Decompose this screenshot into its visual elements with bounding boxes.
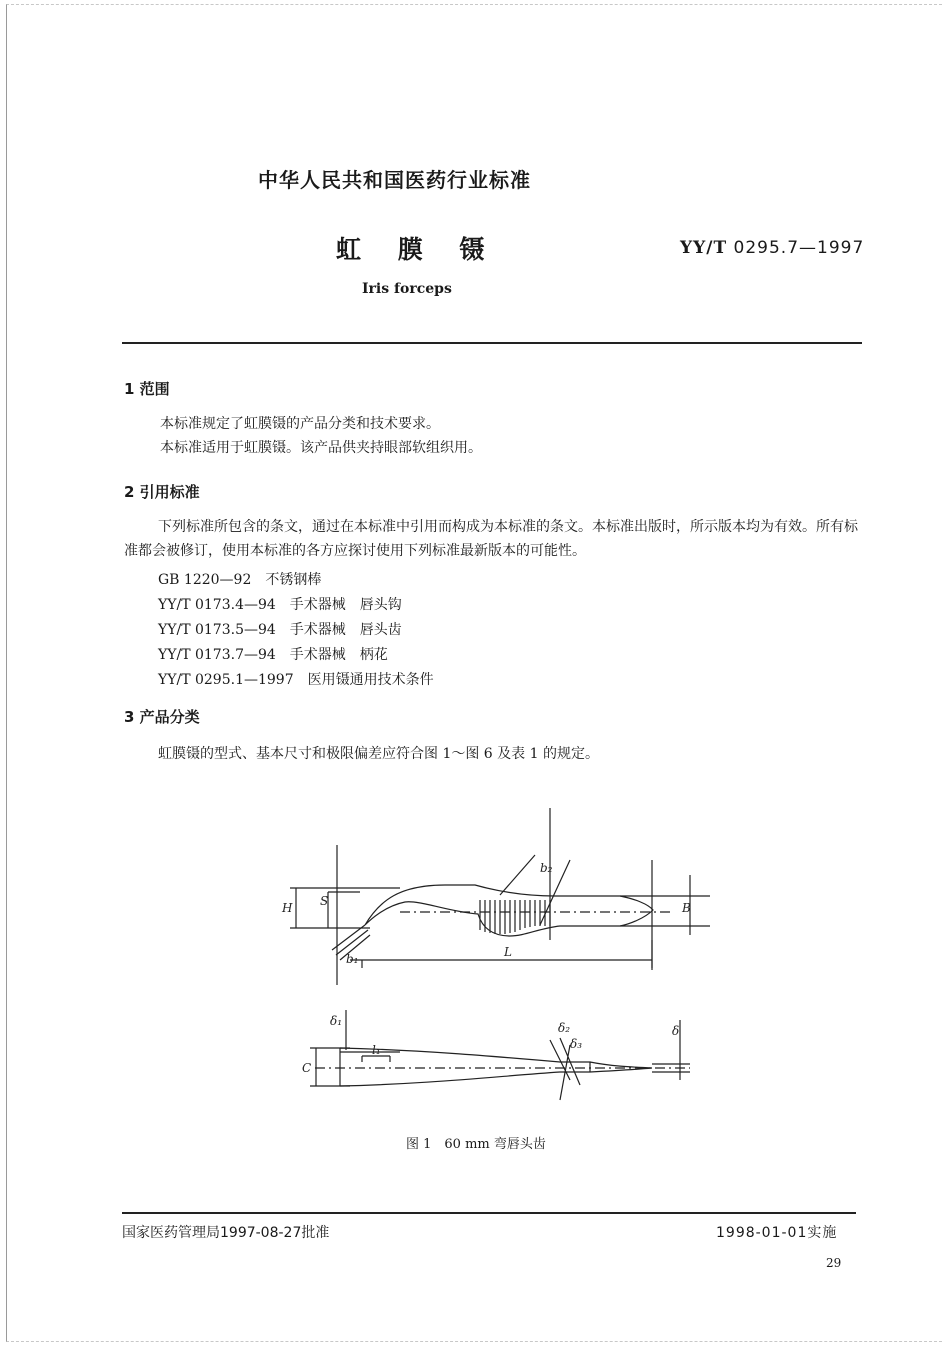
reference-item: YY/T 0173.7—94 手术器械 柄花	[158, 647, 388, 663]
label-l1: l₁	[372, 1043, 381, 1057]
h-dimension	[290, 888, 400, 928]
label-b2: b₂	[540, 861, 553, 875]
forceps-top-outline	[365, 885, 653, 936]
section-1-heading: 1 范围	[124, 380, 170, 398]
section-3-line: 虹膜镊的型式、基本尺寸和极限偏差应符合图 1～图 6 及表 1 的规定。	[158, 746, 599, 762]
s-dimension	[328, 892, 360, 928]
section-1-line-2: 本标准适用于虹膜镊。该产品供夹持眼部软组织用。	[160, 440, 482, 456]
standard-code: 0295.7—1997	[733, 238, 865, 258]
label-b: B	[682, 901, 691, 915]
label-h: H	[282, 901, 293, 915]
label-d2: δ₂	[558, 1021, 571, 1035]
d1-dimension	[340, 1010, 400, 1052]
standard-number	[680, 238, 864, 258]
label-c: C	[302, 1061, 312, 1075]
label-l: L	[504, 945, 512, 959]
implementation-date: 1998-01-01实施	[716, 1225, 838, 1241]
figure-caption: 图 1 60 mm 弯唇头齿	[406, 1137, 546, 1152]
header-rule	[122, 342, 862, 344]
section-3-heading: 3 产品分类	[124, 708, 200, 726]
l-dimension	[350, 940, 652, 968]
serration-lines	[480, 900, 550, 934]
approval-date: 国家医药管理局1997-08-27批准	[122, 1225, 330, 1241]
english-title: Iris forceps	[362, 281, 452, 297]
forceps-side-outline	[340, 1048, 652, 1086]
section-2-heading: 2 引用标准	[124, 483, 200, 501]
label-s: S	[320, 894, 329, 908]
label-d1: δ₁	[330, 1014, 343, 1028]
reference-item: YY/T 0173.5—94 手术器械 唇头齿	[158, 622, 402, 638]
label-d3: δ₃	[570, 1037, 583, 1051]
page-number: 29	[826, 1256, 842, 1270]
reference-item: GB 1220—92 不锈钢棒	[158, 572, 322, 588]
footer-rule	[122, 1212, 856, 1214]
label-b1: b₁	[346, 952, 359, 966]
document-title: 虹 膜 镊	[336, 235, 499, 264]
label-d: δ	[672, 1024, 680, 1038]
reference-item: YY/T 0173.4—94 手术器械 唇头钩	[158, 597, 402, 613]
iris-forceps-drawing	[270, 800, 720, 1130]
issuing-organization: 中华人民共和国医药行业标准	[258, 168, 531, 192]
d-dimension	[652, 1020, 690, 1080]
b-dimension	[620, 875, 710, 935]
c-dimension	[310, 1048, 350, 1086]
reference-item: YY/T 0295.1—1997 医用镊通用技术条件	[158, 672, 434, 688]
section-1-line-1: 本标准规定了虹膜镊的产品分类和技术要求。	[160, 416, 440, 432]
standard-prefix: YY/T	[680, 238, 728, 258]
section-2-paragraph: 下列标准所包含的条文，通过在本标准中引用而构成为本标准的条文。本标准出版时，所示版本均为有效。所有标准都会被修订，使用本标准的各方应探讨使用下列标准最新版本的可能性。	[124, 519, 858, 559]
